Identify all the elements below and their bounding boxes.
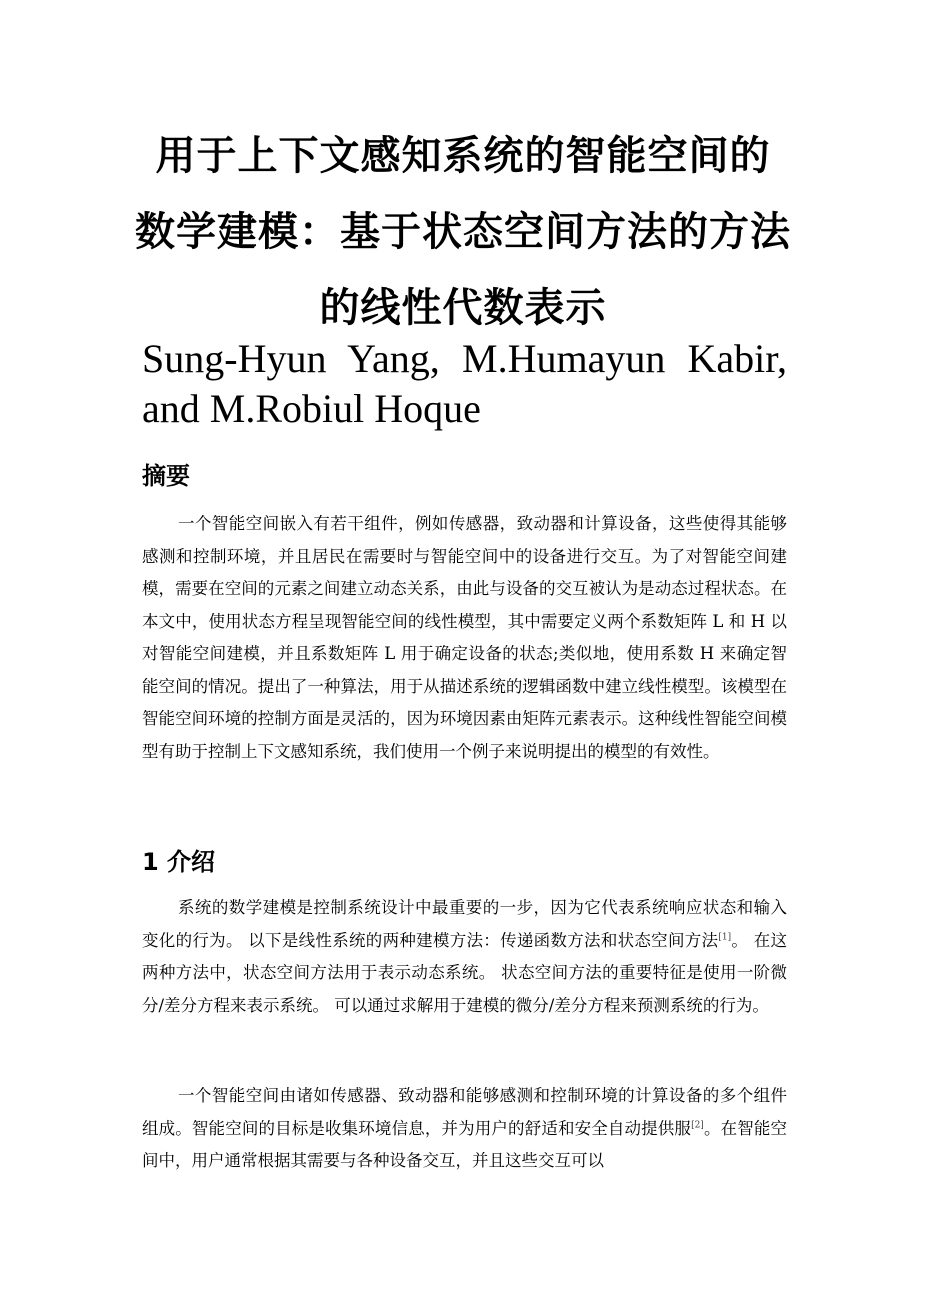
intro-paragraph-1 xyxy=(142,892,787,1022)
authors-line-2: and M.Robiul Hoque xyxy=(142,386,481,431)
title-line-3: 的线性代数表示 xyxy=(319,285,607,331)
section-1-heading: 1 介绍 xyxy=(142,848,216,876)
intro-p2-text-a: 一个智能空间由诸如传感器、致动器和能够感测和控制环境的计算设备的多个组件组成。智能空间的目标是收集环境信息，并为用户的舒适和安全自动提供服 xyxy=(142,1086,787,1138)
citation-ref-1[interactable]: [1] xyxy=(718,932,732,942)
paper-title xyxy=(130,118,796,346)
abstract-paragraph: 一个智能空间嵌入有若干组件，例如传感器，致动器和计算设备，这些使得其能够感测和控制环境，并且居民在需要时与智能空间中的设备进行交互。为了对智能空间建模，需要在空间的元素之间建立动态关系，由此与设备的交互被认为是动态过程状态。在本文中，使用状态方程呈现智能空间的线性模型，其中需要定义两个系数矩阵 L 和 H 以对智能空间建模，并且系数矩阵 L 用于确定设备的状态;类似地，使用系数 H 来确定智能空间的情况。提出了一种算法，用于从描述系统的逻辑函数中建立线性模型。该模型在智能空间环境的控制方面是灵活的，因为环境因素由矩阵元素表示。这种线性智能空间模型有助于控制上下文感知系统，我们使用一个例子来说明提出的模型的有效性。 xyxy=(142,514,787,761)
author-list xyxy=(142,334,787,434)
authors-line-1: Sung-Hyun Yang, M.Humayun Kabir, xyxy=(142,336,787,381)
title-line-1: 用于上下文感知系统的智能空间的 xyxy=(155,133,771,179)
intro-p2-text-b: 。在智能空间中，用户通常根据其需要与各种设备交互，并且这些交互可以 xyxy=(142,1118,788,1170)
intro-paragraph-2 xyxy=(142,1080,787,1178)
title-line-2: 数学建模：基于状态空间方法的方法 xyxy=(135,209,791,255)
intro-p1-text-a: 系统的数学建模是控制系统设计中最重要的一步，因为它代表系统响应状态和输入变化的行为。 以下是线性系统的两种建模方法：传递函数方法和状态空间方法 xyxy=(142,898,787,950)
abstract-heading: 摘要 xyxy=(142,462,190,490)
citation-ref-2[interactable]: [2] xyxy=(691,1120,704,1130)
intro-p1-text-b: 。 在这两种方法中，状态空间方法用于表示动态系统。 状态空间方法的重要特征是使用一阶微分/差分方程来表示系统。 可以通过求解用于建模的微分/差分方程来预测系统的行为。 xyxy=(142,930,787,1015)
